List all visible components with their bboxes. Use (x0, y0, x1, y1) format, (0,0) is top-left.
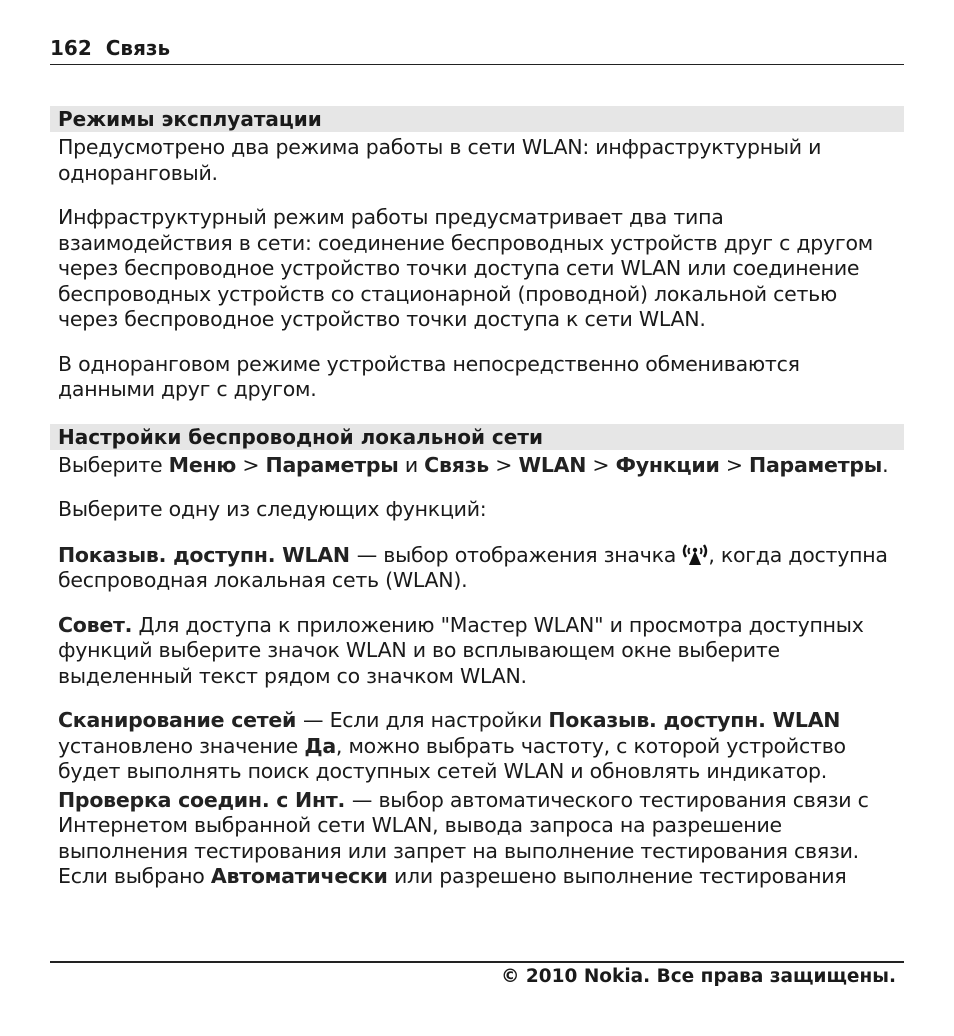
copyright-footer: © 2010 Nokia. Все права защищены. (500, 966, 896, 987)
section-heading-wlan-settings: Настройки беспроводной локальной сети (50, 424, 904, 450)
path-and: и (398, 452, 425, 477)
path-end: . (882, 452, 889, 477)
path-menu: Меню (168, 452, 237, 477)
option-scan-networks (50, 708, 904, 785)
tip-text: Для доступа к приложению "Мастер WLAN" и просмотра доступных функций выберите значок WLAN и во всплывающем окне выберите выделенный текст рядом со значком WLAN. (58, 612, 864, 688)
section-heading-modes: Режимы эксплуатации (50, 106, 904, 132)
option-scan-ref: Показыв. доступн. WLAN (548, 708, 841, 732)
path-params: Параметры (265, 452, 399, 477)
option-show-wlan (50, 542, 904, 594)
path-wlan: WLAN (518, 452, 587, 477)
option-scan-yes: Да (304, 733, 336, 758)
path-sep: > (719, 452, 750, 477)
page-header (50, 36, 904, 65)
paragraph-infrastructure: Инфраструктурный режим работы предусматривает два типа взаимодействия в сети: соединение беспроводных устройств друг с другом через беспроводное устройство точки доступа сети WLAN или соединение беспроводных устройств со стационарной (проводной) локальной сетью через беспроводное устройство точки доступа к сети WLAN. (58, 205, 873, 331)
option-show-wlan-term: Показыв. доступн. WLAN (58, 542, 357, 567)
path-sep: > (586, 452, 616, 477)
path-connect: Связь (424, 452, 489, 477)
option-scan-term: Сканирование сетей (58, 708, 304, 732)
option-check-term: Проверка соедин. с Инт. (58, 787, 352, 812)
paragraph-modes-intro: Предусмотрено два режима работы в сети WLAN: инфраструктурный и одноранговый. (58, 135, 822, 185)
footer-divider (50, 961, 904, 963)
path-sep: > (236, 452, 266, 477)
option-check-desc-a: — выбор автоматического тестирования связи с Интернетом выбранной сети WLAN, вывода запроса на разрешение выполнения тестирования или запрет на выполнение тестирования связи. Если выбрано (58, 787, 869, 888)
wlan-antenna-icon (682, 542, 708, 566)
option-scan-desc-b: установлено значение (58, 733, 305, 758)
path-sep: > (488, 452, 519, 477)
tip-paragraph (50, 613, 904, 690)
path-functions: Функции (615, 452, 720, 477)
page-number: 162 (50, 36, 92, 60)
option-scan-desc-a: — Если для настройки (303, 708, 549, 732)
chapter-title: Связь (105, 36, 171, 60)
path-params2: Параметры (749, 452, 883, 477)
option-show-wlan-desc-a: — выбор отображения значка (356, 542, 683, 567)
paragraph-adhoc: В одноранговом режиме устройства непосредственно обмениваются данными друг с другом. (58, 351, 800, 401)
path-prefix: Выберите (58, 452, 169, 477)
option-check-auto: Автоматически (210, 864, 388, 888)
option-check-desc-b: или разрешено выполнение тестирования (387, 864, 847, 888)
option-show-wlan-desc-b: , когда доступна беспроводная локальная сеть (WLAN). (58, 542, 888, 592)
menu-path (50, 453, 904, 479)
option-internet-check (50, 788, 904, 890)
choose-function-text: Выберите одну из следующих функций: (58, 497, 487, 521)
tip-label: Совет. (58, 612, 133, 637)
page-content (50, 106, 904, 890)
option-scan-desc-c: , можно выбрать частоту, с которой устройство будет выполнять поиск доступных сетей WLAN и обновлять индикатор. (58, 733, 846, 783)
